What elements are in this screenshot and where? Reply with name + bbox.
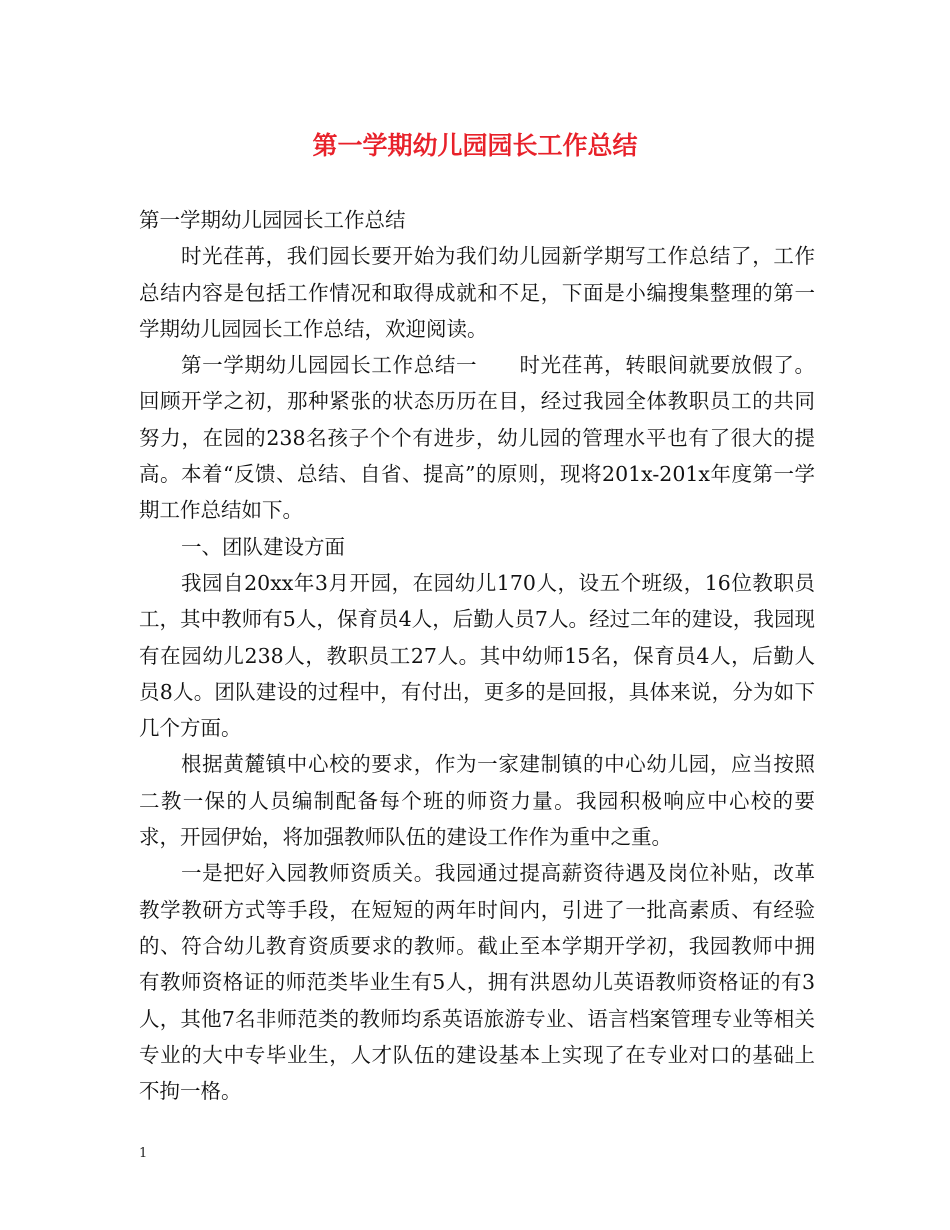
document-body bbox=[139, 202, 815, 1109]
section-heading: 一、团队建设方面 bbox=[181, 534, 346, 559]
summary-paragraph: 第一学期幼儿园园长工作总结一 时光荏苒，转眼间就要放假了。回顾开学之初，那种紧张的状态历历在目，经过我园全体教职员工的共同努力，在园的238名孩子个个有进步，幼儿园的管理水平也有了很大的提高。本着“反馈、总结、自省、提高”的原则，现将201x-201x年度第一学期工作总结如下。 bbox=[139, 353, 815, 523]
intro-paragraph: 时光荏苒，我们园长要开始为我们幼儿园新学期写工作总结了，工作总结内容是包括工作情况和取得成就和不足，下面是小编搜集整理的第一学期幼儿园园长工作总结，欢迎阅读。 bbox=[139, 244, 815, 341]
team-paragraph: 我园自20xx年3月开园，在园幼儿170人，设五个班级，16位教职员工，其中教师有5人，保育员4人，后勤人员7人。经过二年的建设，我园现有在园幼儿238人，教职员工27人。其中幼师15名，保育员4人，后勤人员8人。团队建设的过程中，有付出，更多的是回报，具体来说，分为如下几个方面。 bbox=[139, 570, 815, 741]
subtitle-paragraph: 第一学期幼儿园园长工作总结 bbox=[139, 208, 406, 232]
document-title: 第一学期幼儿园园长工作总结 bbox=[312, 131, 638, 160]
qualification-paragraph: 一是把好入园教师资质关。我园通过提高薪资待遇及岗位补贴，改革教学教研方式等手段，在短短的两年时间内，引进了一批高素质、有经验的、符合幼儿教育资质要求的教师。截止至本学期开学初，我园教师中拥有教师资格证的师范类毕业生有5人，拥有洪恩幼儿英语教师资格证的有3人，其他7名非师范类的教师均系英语旅游专业、语言档案管理专业等相关专业的大中专毕业生，人才队伍的建设基本上实现了在专业对口的基础上不拘一格。 bbox=[139, 861, 815, 1104]
page-number: 1 bbox=[139, 1146, 148, 1161]
requirements-paragraph: 根据黄麓镇中心校的要求，作为一家建制镇的中心幼儿园，应当按照二教一保的人员编制配备每个班的师资力量。我园积极响应中心校的要求，开园伊始，将加强教师队伍的建设工作作为重中之重。 bbox=[139, 752, 815, 850]
